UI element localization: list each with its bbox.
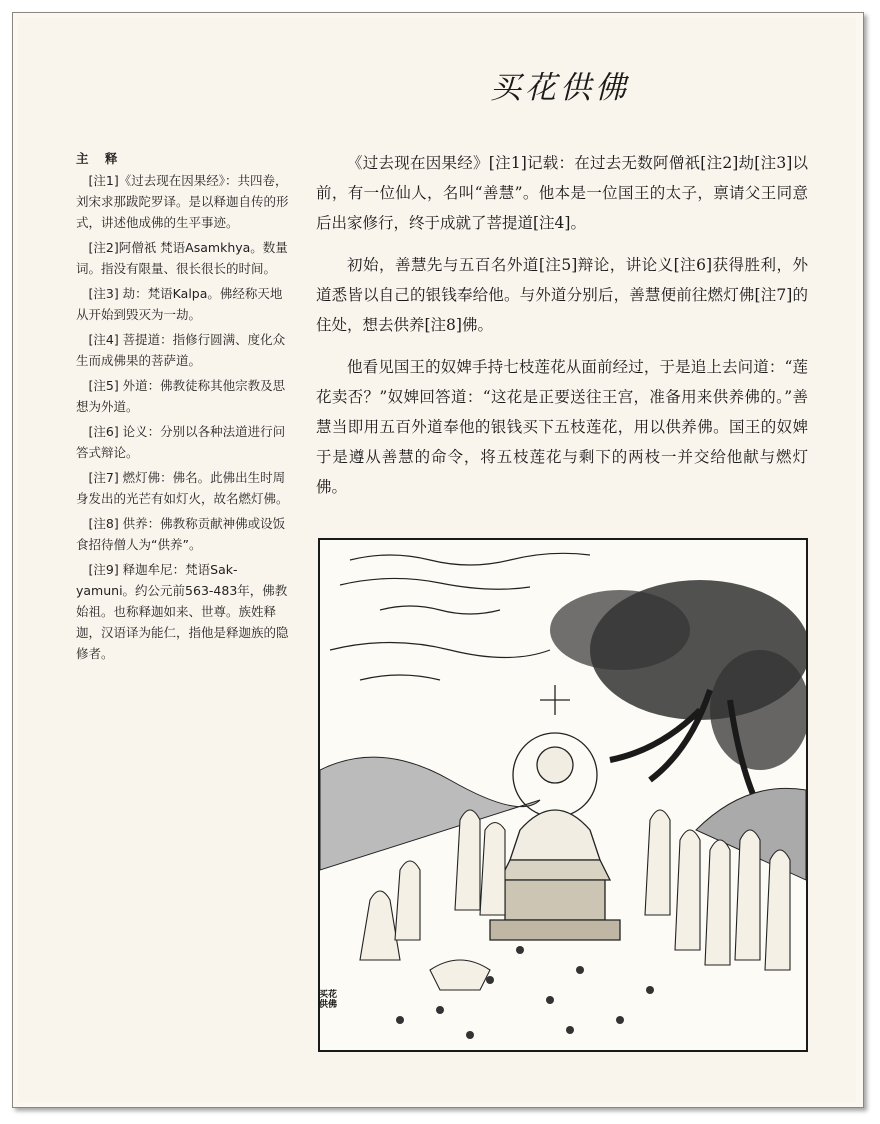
paragraph-2: 初始，善慧先与五百名外道[注5]辩论，讲论义[注6]获得胜利，外道悉皆以自己的银钱奉给他。与外道分别后，善慧便前往燃灯佛[注7]的住处，想去供养[注8]佛。 <box>316 256 808 334</box>
annotation-note-8: [注8] 供养：佛教称贡献神佛或设饭食招待僧人为“供养”。 <box>76 516 286 552</box>
annotation-note-3: [注3] 劫：梵语Kalpa。佛经称天地从开始到毁灭为一劫。 <box>76 286 283 322</box>
annotation-note-9: [注9] 释迦牟尼：梵语Sak-yamuni。约公元前563-483年，佛教始祖。也称释迦如来、世尊。族姓释迦，汉语译为能仁，指他是释迦族的隐修者。 <box>76 562 289 661</box>
illustration-drawing <box>320 540 806 1050</box>
woodblock-illustration <box>318 538 808 1052</box>
annotation-note-4: [注4] 菩提道：指修行圆满、度化众生而成佛果的菩萨道。 <box>76 332 286 368</box>
annotation-note-1: [注1]《过去现在因果经》：共四卷，刘宋求那跋陀罗译。是以释迦自传的形式，讲述他成佛的生平事迹。 <box>76 173 289 230</box>
illustration-seal: 买花供佛 <box>318 990 337 1010</box>
paragraph-3: 他看见国王的奴婢手持七枝莲花从面前经过，于是追上去问道：“莲花卖否？”奴婢回答道：“这花是正要送往王宫，准备用来供养佛的。”善慧当即用五百外道奉他的银钱买下五枝莲花，用以供养佛。国王的奴婢于是遵从善慧的命令，将五枝莲花与剩下的两枝一并交给他献与燃灯佛。 <box>316 358 808 496</box>
paragraph-1: 《过去现在因果经》[注1]记载：在过去无数阿僧祇[注2]劫[注3]以前，有一位仙人，名叫“善慧”。他本是一位国王的太子，禀请父王同意后出家修行，终于成就了菩提道[注4]。 <box>316 154 808 232</box>
annotation-column <box>76 148 294 668</box>
annotation-note-7: [注7] 燃灯佛：佛名。此佛出生时周身发出的光芒有如灯火，故名燃灯佛。 <box>76 470 289 506</box>
annotation-note-6: [注6] 论义：分别以各种法道进行问答式辩论。 <box>76 424 286 460</box>
annotation-note-2: [注2]阿僧祇 梵语Asamkhya。数量词。指没有限量、很长很长的时间。 <box>76 240 288 276</box>
page-title: 买花供佛 <box>490 70 630 106</box>
main-text <box>316 148 808 514</box>
annotation-heading: 主 释 <box>76 151 124 166</box>
annotation-note-5: [注5] 外道：佛教徒称其他宗教及思想为外道。 <box>76 378 286 414</box>
